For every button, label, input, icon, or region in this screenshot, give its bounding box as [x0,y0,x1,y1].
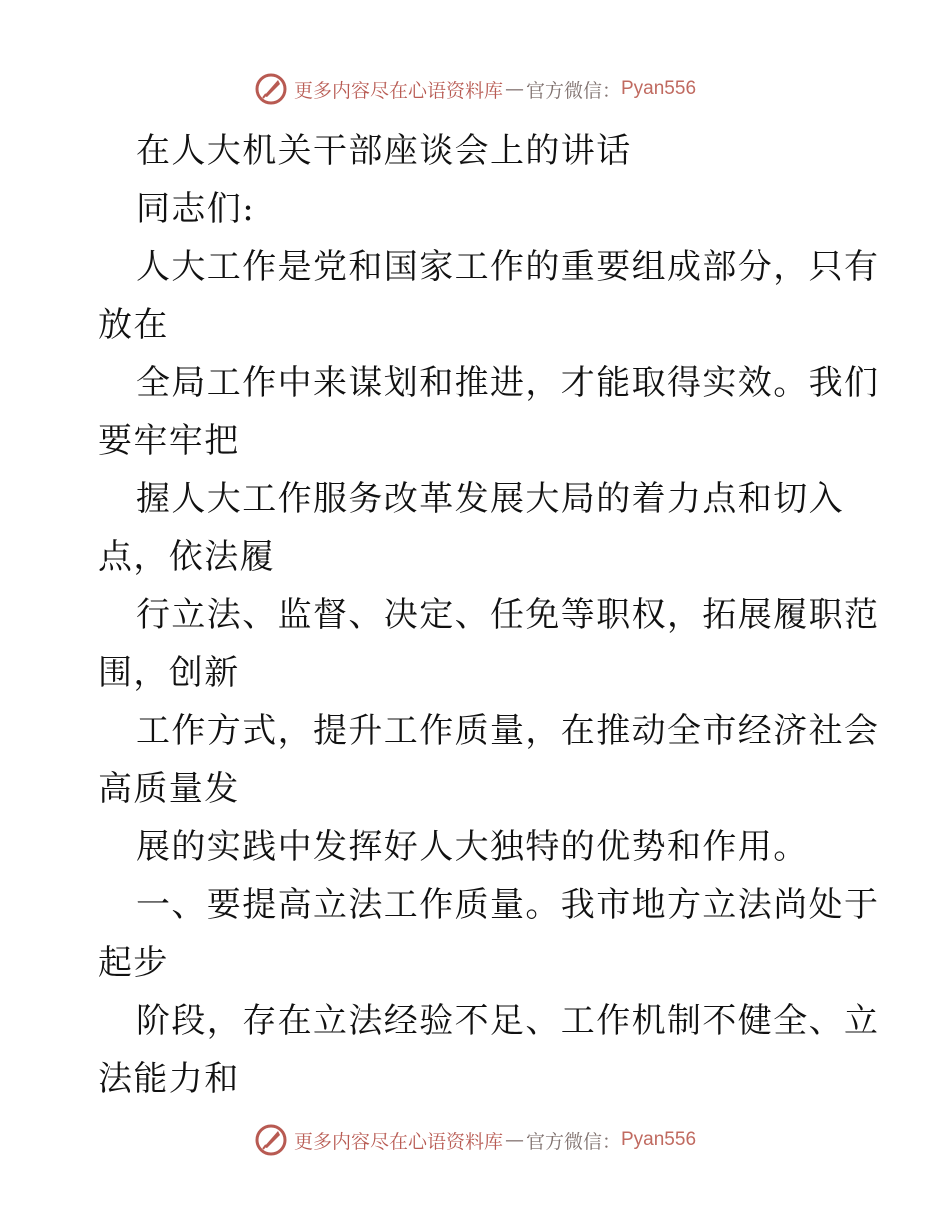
text-line: 全局工作中来谋划和推进，才能取得实效。我们 [136,363,880,403]
banner-dash: — [504,1129,524,1151]
text-line: 围，创新 [98,653,240,693]
text-line: 工作方式，提升工作质量，在推动全市经济社会 [136,711,880,751]
text-line: 起步 [98,943,169,983]
text-line: 高质量发 [98,769,240,809]
banner-wechat-id: Pyan556 [621,78,697,99]
quill-logo-icon [254,1123,288,1157]
text-line: 展的实践中发挥好人大独特的优势和作用。 [136,827,809,867]
text-line: 放在 [98,305,169,345]
banner-wechat-id: Pyan556 [621,1129,697,1150]
banner-wechat-label: 官方微信： [525,79,621,102]
text-line: 要牢牢把 [98,421,240,461]
quill-logo-icon [254,72,288,106]
header-watermark-banner [0,72,950,106]
banner-dash: — [504,78,524,100]
text-line: 阶段，存在立法经验不足、工作机制不健全、立 [136,1001,880,1041]
salutation: 同志们: [136,189,256,229]
banner-main-text: 更多内容尽在心语资料库 [293,79,503,102]
banner-main-text: 更多内容尽在心语资料库 [293,1130,503,1153]
text-line: 法能力和 [98,1059,240,1099]
banner-wechat-label: 官方微信： [525,1130,621,1153]
document-body [98,122,880,1108]
text-line: 点，依法履 [98,537,275,577]
document-title: 在人大机关干部座谈会上的讲话 [136,131,632,171]
text-line: 行立法、监督、决定、任免等职权，拓展履职范 [136,595,880,635]
footer-watermark-banner [0,1123,950,1157]
text-line: 握人大工作服务改革发展大局的着力点和切入 [136,479,844,519]
text-line: 人大工作是党和国家工作的重要组成部分，只有 [136,247,880,287]
section-heading-line: 一、要提高立法工作质量。我市地方立法尚处于 [136,885,880,925]
